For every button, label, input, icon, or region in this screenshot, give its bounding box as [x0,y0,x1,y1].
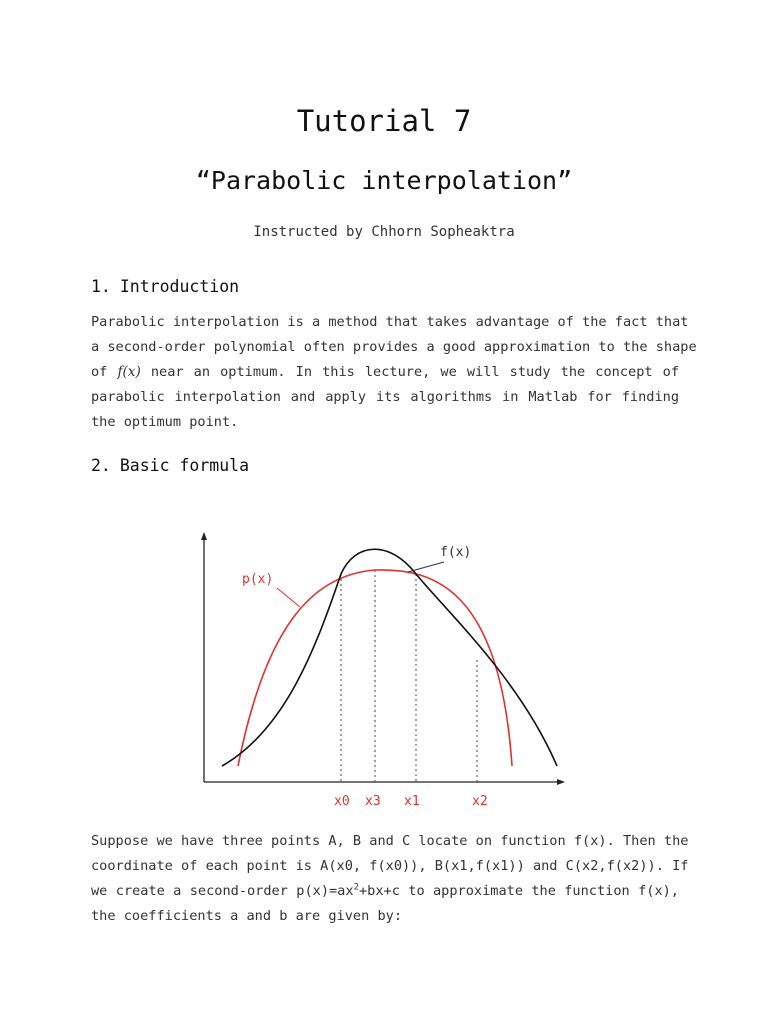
section-title: Introduction [119,277,240,296]
fx-label: f(x) [440,545,472,560]
x-axis-arrow [557,779,565,785]
document-subtitle: “Parabolic interpolation” [195,166,573,195]
paragraph-line: Suppose we have three points A, B and C locate on function f(x). Then the [91,833,689,849]
paragraph-line: Parabolic interpolation is a method that takes advantage of the fact that [91,314,689,330]
formula-paragraph [91,829,689,929]
x0-label: x0 [334,794,350,809]
paragraph-line: the coefficients a and b are given by: [91,908,402,924]
parabolic-interpolation-figure [190,530,580,820]
y-axis-arrow [201,532,207,540]
paragraph-text: of [91,364,108,380]
paragraph-line [91,360,679,385]
section-title: Basic formula [119,456,250,475]
instructor-line: Instructed by Chhorn Sopheaktra [253,224,515,240]
px-label: p(x) [242,572,274,587]
intro-paragraph [91,310,697,435]
document-title: Tutorial 7 [296,104,472,138]
paragraph-line: coordinate of each point is A(x0, f(x0)), B(x1,f(x1)) and C(x2,f(x2)). If [91,858,689,874]
section-heading-basic-formula [91,456,249,475]
math-fx: f(x) [117,364,141,380]
fx-leader [408,562,444,572]
paragraph-text: +bx+c to approximate the function f(x), [358,883,679,899]
x3-label: x3 [365,794,381,809]
x2-label: x2 [472,794,488,809]
paragraph-text: near an optimum. In this lecture, we will study the concept of [150,364,680,380]
x1-label: x1 [404,794,420,809]
paragraph-line: parabolic interpolation and apply its algorithms in Matlab for finding [91,389,679,405]
px-leader [277,588,300,607]
paragraph-line: the optimum point. [91,414,239,430]
paragraph-line: a second-order polynomial often provides a good approximation to the shape [91,339,697,355]
superscript-2: 2 [353,882,359,893]
paragraph-line [91,879,679,904]
section-number: 1. [91,277,111,296]
paragraph-text: we create a second-order p(x)=ax [91,883,354,899]
section-number: 2. [91,456,111,475]
section-heading-introduction [91,277,239,296]
